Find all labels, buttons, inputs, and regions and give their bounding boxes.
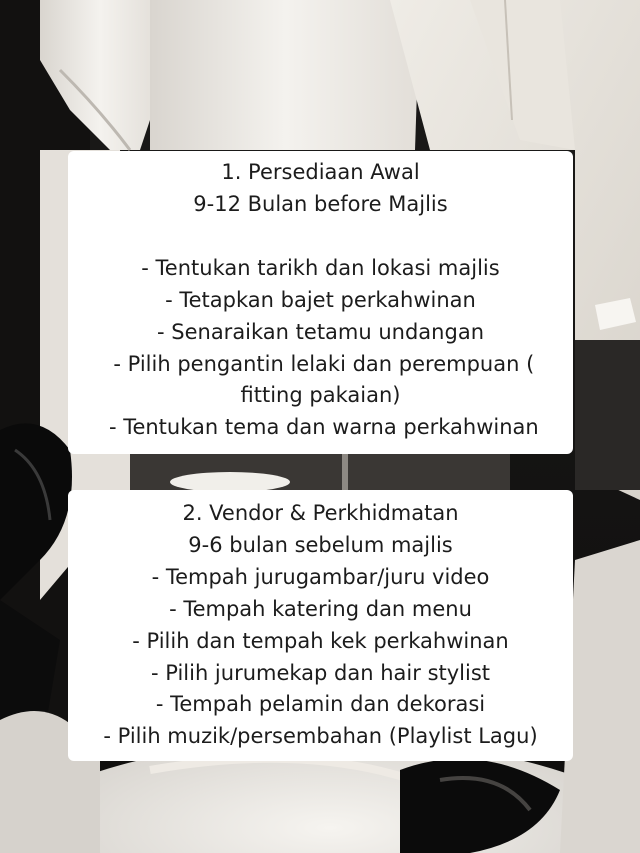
list-item: fitting pakaian) [240, 383, 401, 408]
card-subtitle: 9-6 bulan sebelum majlis [188, 532, 453, 557]
list-item: - Senaraikan tetamu undangan [157, 319, 484, 344]
list-item: - Tempah jurugambar/juru video [151, 564, 490, 589]
list-item: - Pilih pengantin lelaki dan perempuan ( [106, 351, 535, 376]
list-item: - Pilih jurumekap dan hair stylist [150, 660, 491, 685]
list-item: - Pilih dan tempah kek perkahwinan [132, 628, 509, 653]
list-item: - Tetapkan bajet perkahwinan [165, 287, 476, 312]
spacer [68, 221, 573, 253]
timeline-card-preparation [68, 151, 573, 454]
card-subtitle: 9-12 Bulan before Majlis [193, 191, 448, 216]
list-item: - Tentukan tarikh dan lokasi majlis [141, 255, 500, 280]
list-item: - Pilih muzik/persembahan (Playlist Lagu) [103, 724, 538, 749]
list-item: - Tempah katering dan menu [169, 596, 472, 621]
card-title: 2. Vendor & Perkhidmatan [182, 501, 459, 525]
timeline-card-vendors [68, 490, 573, 761]
list-item: - Tentukan tema dan warna perkahwinan [102, 415, 539, 440]
card-title: 1. Persediaan Awal [221, 160, 420, 184]
list-item: - Tempah pelamin dan dekorasi [155, 692, 486, 717]
